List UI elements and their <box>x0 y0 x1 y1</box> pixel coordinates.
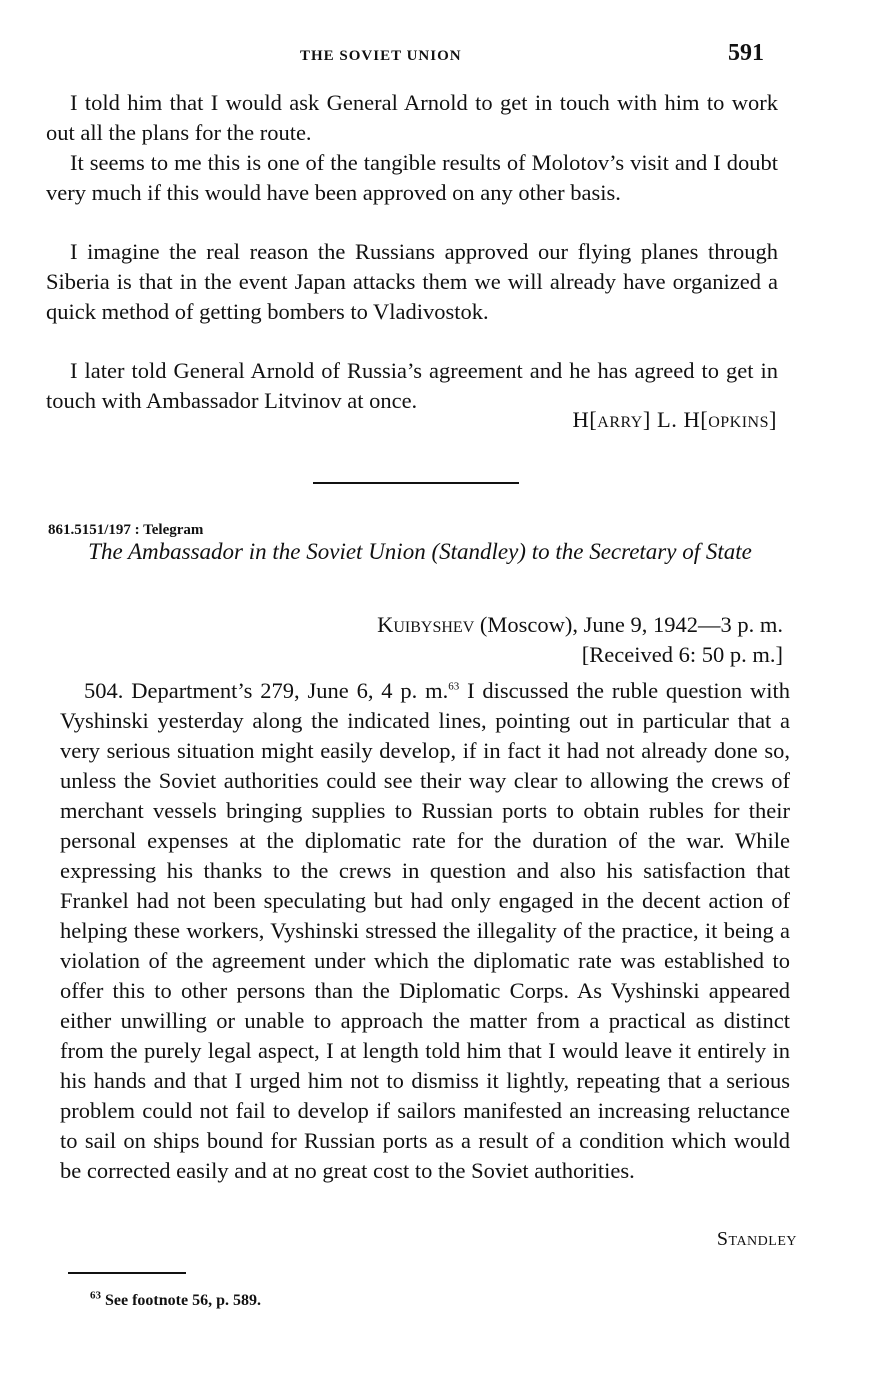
memo-signature <box>573 407 777 433</box>
memo-paragraph-4: I later told General Arnold of Russia’s agreement and he has agreed to get in touch with Ambassador Litvinov at once. <box>46 358 778 413</box>
page-number: 591 <box>728 40 764 66</box>
telegram-signature: Standley <box>716 1228 797 1250</box>
footnote-text: See footnote 56, p. 589. <box>101 1292 261 1309</box>
document-title: The Ambassador in the Soviet Union (Standley) to the Secretary of State <box>88 539 752 564</box>
memo-paragraph-3: I imagine the real reason the Russians approved our flying planes through Siberia is that in the event Japan attacks them we will already have organized a quick method of getting bombers to Vladivostok. <box>46 239 778 324</box>
telegram-body-start: 504. Department’s 279, June 6, 4 p. m. <box>84 678 449 703</box>
place-name: Kuibyshev <box>377 612 475 637</box>
footnote-reference: 63 <box>448 680 460 693</box>
place-date-line <box>377 612 783 638</box>
telegram-body <box>60 676 790 1186</box>
section-divider <box>313 482 519 484</box>
signature-part: H[ <box>572 407 598 432</box>
memo-paragraph-2: It seems to me this is one of the tangible results of Molotov’s visit and I doubt very much if this would have been approved on any other basis. <box>46 150 778 205</box>
telegram-body-rest: I discussed the ruble question with Vyshinski yesterday along the indicated lines, pointing out in particular that a very serious situation might easily develop, if in fact it had not already done so, unless the Soviet authorities could see their way clear to allowing the crews of merchant vessels bringing supplies to Russian ports to obtain rubles for their personal expenses at the diplomatic rate for the duration of the war. While expressing his thanks to the crews in question and also his satisfaction that Frankel had not been speculating but had only engaged in the decent action of helping these workers, Vyshinski stressed the illegality of the practice, it being a violation of the agreement under which the diplomatic rate was established to offer this to other persons than the Diplomatic Corps. As Vyshinski appeared either unwilling or unable to approach the matter from a practical as distinct from the purely legal aspect, I at length told him that I would leave it entirely in his hands and that I urged him not to dismiss it lightly, repeating that a serious problem could not fail to develop if sailors manifested an increasing reluctance to sail on ships bound for Russian ports as a result of a condition which would be corrected easily and at no great cost to the Soviet authorities. <box>60 678 790 1183</box>
signature-part: arry <box>597 407 643 432</box>
file-reference: 861.5151/197 : Telegram <box>48 522 204 538</box>
footnote-divider <box>68 1272 186 1274</box>
signature-part: ] <box>769 407 777 432</box>
running-head: THE SOVIET UNION <box>300 48 462 64</box>
footnote-marker: 63 <box>90 1289 101 1302</box>
signature-part: opkins <box>708 407 769 432</box>
memo-paragraph-1: I told him that I would ask General Arnold to get in touch with him to work out all the plans for the route. <box>46 90 778 145</box>
signature-part: ] L. H[ <box>642 407 709 432</box>
received-line: [Received 6: 50 p. m.] <box>581 642 783 667</box>
footnote <box>90 1289 261 1310</box>
date-time: (Moscow), June 9, 1942—3 p. m. <box>474 612 783 637</box>
